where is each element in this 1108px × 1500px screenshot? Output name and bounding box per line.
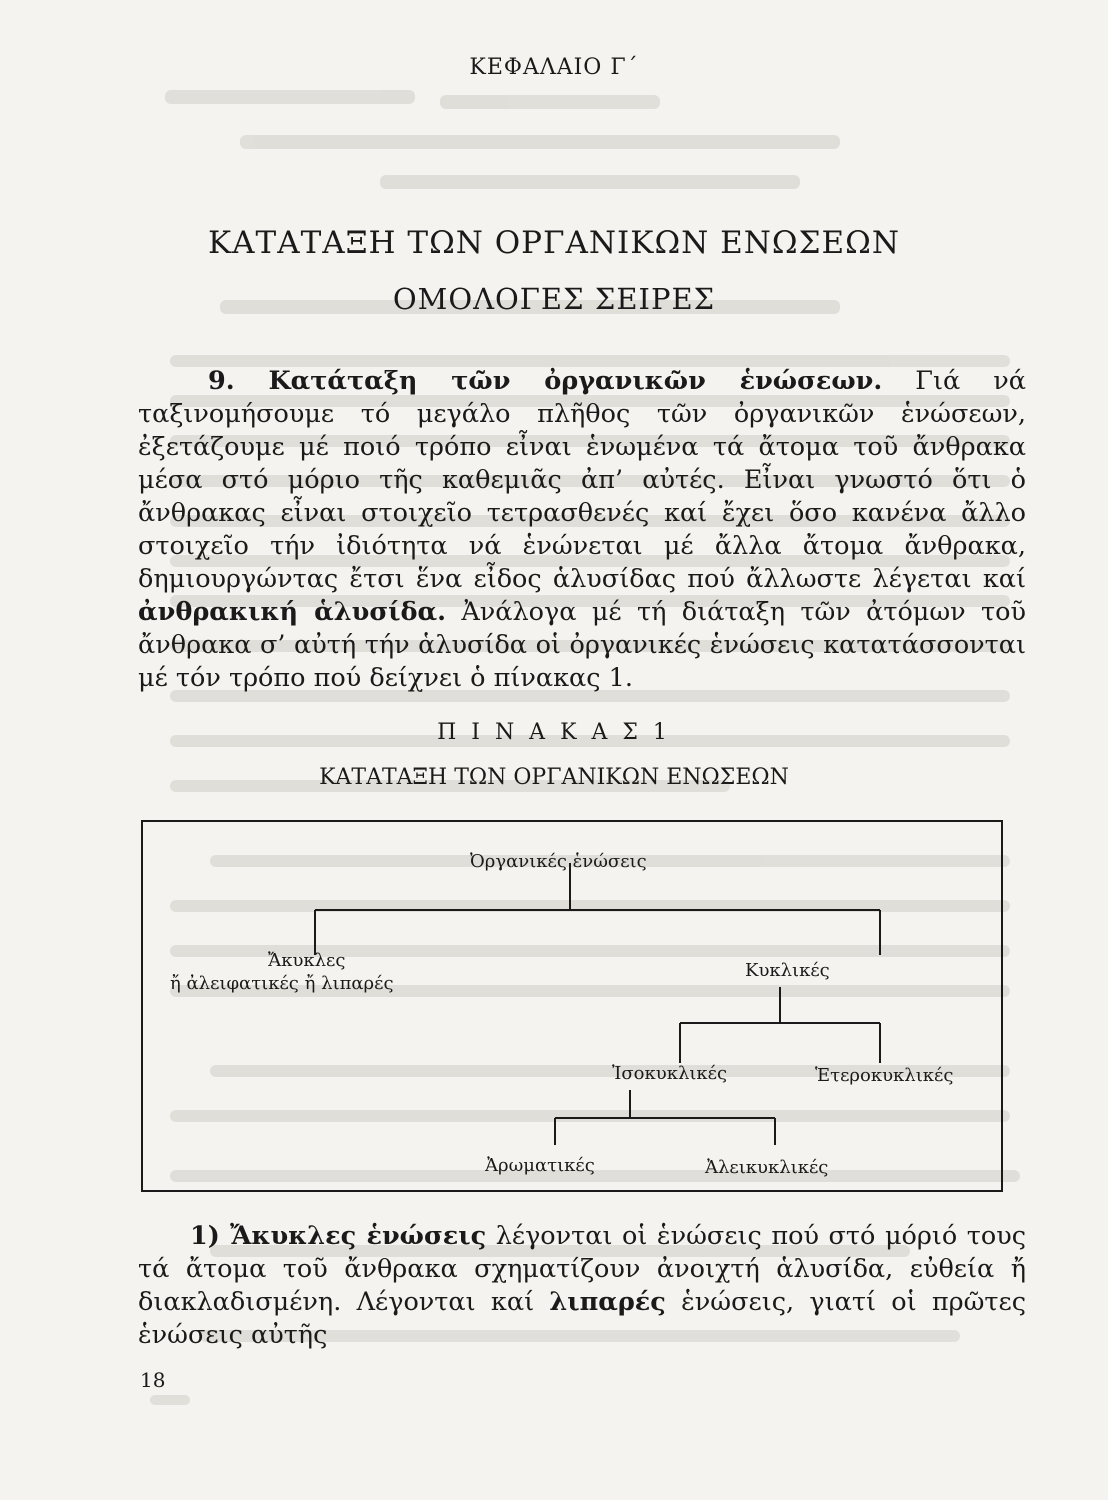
section-1-bold-term: λιπαρές (549, 1287, 666, 1317)
page-number: 18 (140, 1368, 166, 1392)
section-9-heading: 9. Κατάταξη τῶν ὀργανικῶν ἑνώσεων. (208, 366, 883, 396)
section-9-text-b: Ἀνάλογα μέ τή διάταξη τῶν ἀτόμων τοῦ ἄνθρακα σ’ αὐτή τήν ἁλυσίδα οἱ ὀργανικές ἑνώσεις κατατάσσονται μέ τόν τρόπο πού δείχνει ὁ πίνακας 1. (138, 597, 1026, 693)
node-acyclic-synonyms: ἤ ἀλειφατικές ἤ λιπαρές (170, 973, 394, 994)
section-1-paragraph (138, 1220, 1026, 1352)
node-organic-compounds: Ὀργανικές ἑνώσεις (470, 851, 647, 872)
node-heterocyclic: Ἑτεροκυκλικές (815, 1065, 954, 1086)
classification-diagram (140, 815, 1020, 1210)
node-alicyclic: Ἀλεικυκλικές (705, 1157, 829, 1178)
table-title: ΚΑΤΑΤΑΞΗ ΤΩΝ ΟΡΓΑΝΙΚΩΝ ΕΝΩΣΕΩΝ (319, 765, 789, 790)
node-cyclic: Κυκλικές (745, 960, 830, 981)
diagram-frame (142, 821, 1002, 1191)
section-1-text-a: λέγονται οἱ ἑνώσεις πού στό μόριό τους τά ἄτομα τοῦ ἄνθρακα σχηματίζουν ἀνοιχτή ἁλυσίδα, εὐθεία ἤ διακλαδισμένη. Λέγονται καί (138, 1221, 1026, 1317)
diagram-lines (140, 815, 1020, 1210)
section-9-paragraph (138, 365, 1026, 695)
table-label: Π Ι Ν Α Κ Α Σ 1 (437, 720, 671, 745)
page-subtitle: ΟΜΟΛΟΓΕΣ ΣΕΙΡΕΣ (392, 282, 716, 316)
section-1-heading: 1) Ἄκυκλες ἑνώσεις (190, 1221, 487, 1251)
section-9-text-a: Γιά νά ταξινομήσουμε τό μεγάλο πλῆθος τῶν ὀργανικῶν ἑνώσεων, ἐξετάζουμε μέ ποιό τρόπο εἶναι ἑνωμένα τά ἄτομα τοῦ ἄνθρακα μέσα στό μόριο τῆς καθεμιᾶς ἀπ’ αὐτές. Εἶναι γνωστό ὅτι ὁ ἄνθρακας εἶναι στοιχεῖο τετρασθενές καί ἔχει ὅσο κανένα ἄλλο στοιχεῖο τήν ἰδιότητα νά ἑνώνεται μέ ἄλλα ἄτομα ἄνθρακα, δημιουργώντας ἔτσι ἕνα εἶδος ἁλυσίδας πού ἄλλωστε λέγεται καί (138, 366, 1026, 594)
page-title: ΚΑΤΑΤΑΞΗ ΤΩΝ ΟΡΓΑΝΙΚΩΝ ΕΝΩΣΕΩΝ (208, 225, 900, 261)
section-1-text-b: ἑνώσεις, γιατί οἱ πρῶτες ἑνώσεις αὐτῆς (138, 1287, 1026, 1350)
node-aromatic: Ἀρωματικές (485, 1155, 595, 1176)
section-9-bold-term: ἀνθρακική ἁλυσίδα. (138, 597, 446, 627)
chapter-heading: ΚΕΦΑΛΑΙΟ Γ΄ (469, 55, 639, 80)
node-isocyclic: Ἰσοκυκλικές (612, 1063, 728, 1084)
node-acyclic: Ἄκυκλες (268, 950, 346, 971)
